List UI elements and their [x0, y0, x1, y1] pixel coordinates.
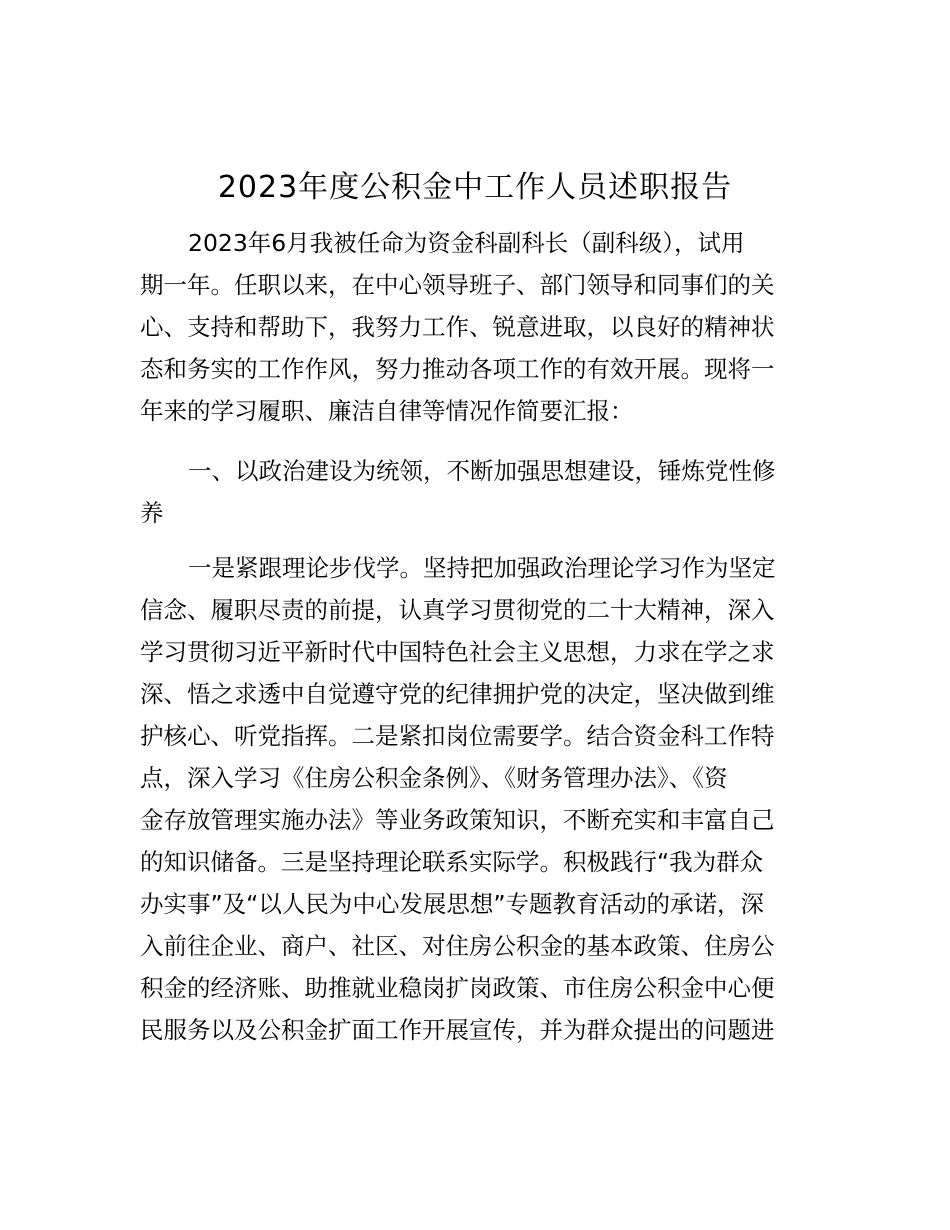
document-title: 2023年度公积金中工作人员述职报告 — [217, 170, 733, 205]
paragraph-line: 态和务实的工作作风，努力推动各项工作的有效开展。现将一 — [140, 355, 775, 383]
paragraph-line: 入前往企业、商户、社区、对住房公积金的基本政策、住房公 — [140, 932, 775, 960]
paragraph-line: 金存放管理实施办法》等业务政策知识，不断充实和丰富自己 — [140, 806, 775, 834]
paragraph-line: 2023年6月我被任命为资金科副科长（副科级），试用 — [188, 229, 745, 257]
paragraph-line: 期一年。任职以来，在中心领导班子、部门领导和同事们的关 — [140, 271, 775, 299]
paragraph-line: 民服务以及公积金扩面工作开展宣传，并为群众提出的问题进 — [140, 1016, 775, 1044]
paragraph-line: 一是紧跟理论步伐学。坚持把加强政治理论学习作为坚定 — [188, 554, 776, 582]
paragraph-line: 年来的学习履职、廉洁自律等情况作简要汇报： — [140, 397, 634, 425]
paragraph-line: 信念、履职尽责的前提，认真学习贯彻党的二十大精神，深入 — [140, 596, 775, 624]
paragraph-line: 积金的经济账、助推就业稳岗扩岗政策、市住房公积金中心便 — [140, 974, 775, 1002]
section-heading-line: 养 — [140, 499, 164, 527]
section-heading-line: 一、以政治建设为统领，不断加强思想建设，锤炼党性修 — [188, 457, 776, 485]
paragraph-line: 的知识储备。三是坚持理论联系实际学。积极践行“我为群众 — [140, 848, 764, 876]
paragraph-line: 学习贯彻习近平新时代中国特色社会主义思想，力求在学之求 — [140, 638, 775, 666]
paragraph-line: 心、支持和帮助下，我努力工作、锐意进取，以良好的精神状 — [140, 313, 775, 341]
paragraph-line: 点，深入学习《住房公积金条例》、《财务管理办法》、《资 — [140, 764, 728, 792]
paragraph-line: 护核心、听党指挥。二是紧扣岗位需要学。结合资金科工作特 — [140, 722, 775, 750]
paragraph-line: 深、悟之求透中自觉遵守党的纪律拥护党的决定，坚决做到维 — [140, 680, 775, 708]
paragraph-line: 办实事”及“以人民为中心发展思想”专题教育活动的承诺，深 — [140, 890, 765, 918]
